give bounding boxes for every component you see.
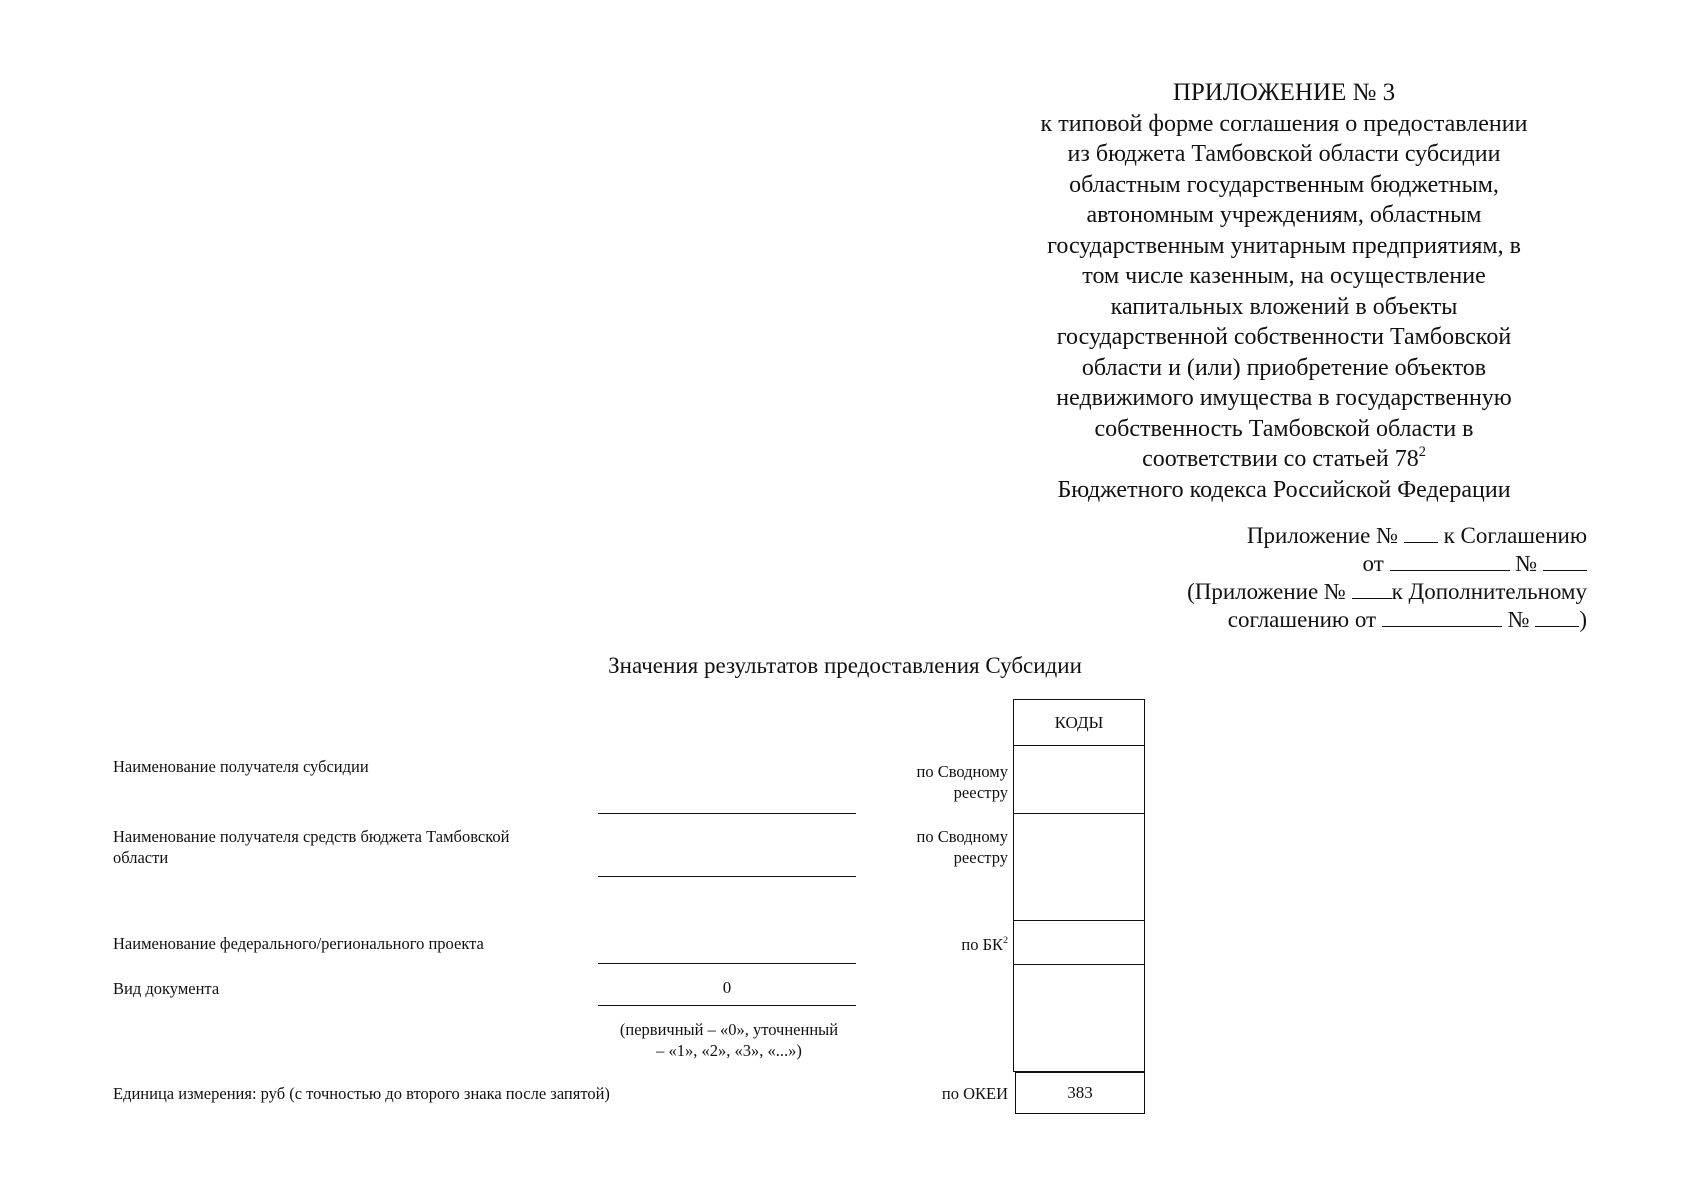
svod-registry-label-2-line-1: по Сводному: [916, 827, 1008, 846]
header-line-11: собственность Тамбовской области в: [1094, 415, 1474, 442]
ref-number-label: №: [1515, 551, 1538, 576]
svod-registry-label-2: [850, 826, 1008, 868]
header-line-4: автономным учреждениям, областным: [1086, 202, 1482, 228]
bk-label: [850, 934, 1008, 955]
appendix-title: ПРИЛОЖЕНИЕ № 3: [1172, 79, 1396, 106]
ref-add-number-blank[interactable]: [1535, 606, 1579, 627]
doc-type-hint-line-2: – «1», «2», «3», «...»): [656, 1041, 802, 1060]
ref-line-1: [1100, 522, 1587, 550]
doc-type-input-line[interactable]: [598, 1005, 856, 1006]
ref-line-4: [1100, 606, 1587, 634]
doc-type-value: 0: [722, 978, 732, 997]
ref-add-number-label: №: [1507, 607, 1530, 632]
header-line-7: капитальных вложений в объекты: [1110, 293, 1458, 320]
ref-close-paren: ): [1579, 607, 1587, 632]
code-cell-svod-2[interactable]: [1014, 814, 1144, 921]
agreement-reference: [1100, 522, 1587, 634]
doc-type-hint-line-1: (первичный – «0», уточненный: [619, 1020, 839, 1039]
project-input-line[interactable]: [598, 963, 856, 964]
appendix-header: [1010, 78, 1558, 505]
svod-registry-label-1: [850, 761, 1008, 803]
article-text: соответствии со статьей 78: [1142, 446, 1419, 472]
doc-type-hint: [598, 1019, 860, 1061]
ref-number-blank[interactable]: [1543, 550, 1587, 571]
ref-add-appendix-blank[interactable]: [1352, 578, 1392, 599]
ref-appendix-number-blank[interactable]: [1404, 522, 1438, 543]
ref-add-date-blank[interactable]: [1382, 606, 1502, 627]
code-cell-bk[interactable]: [1014, 921, 1144, 965]
unit-label: Единица измерения: руб (с точностью до второго знака после запятой): [113, 1084, 610, 1103]
budget-recipient-label: [113, 826, 509, 868]
header-line-13: Бюджетного кодекса Российской Федерации: [1057, 476, 1511, 503]
ref-additional-label: к Дополнительному: [1391, 579, 1587, 604]
header-line-5: государственным унитарным предприятиям, в: [1047, 232, 1521, 259]
doc-type-label: Вид документа: [113, 979, 220, 998]
header-line-9: области и (или) приобретение объектов: [1081, 354, 1487, 381]
codes-table: [1013, 699, 1145, 1072]
ref-line-3: [1100, 578, 1587, 606]
header-line-8: государственной собственности Тамбовской: [1056, 324, 1512, 350]
ref-line-2: [1100, 550, 1587, 578]
header-line-6: том числе казенным, на осуществление: [1082, 263, 1486, 289]
ref-appendix-label: Приложение №: [1246, 523, 1399, 548]
svod-registry-label-1-line-1: по Сводному: [916, 762, 1008, 781]
ref-add-appendix-label: (Приложение №: [1187, 579, 1346, 604]
recipient-input-line[interactable]: [598, 813, 856, 814]
ref-from-label: от: [1362, 551, 1384, 576]
code-cell-svod-1[interactable]: [1014, 746, 1144, 814]
codes-header: КОДЫ: [1014, 700, 1144, 746]
header-line-1: к типовой форме соглашения о предоставлении: [1040, 110, 1528, 137]
code-cell-okei: 383: [1015, 1072, 1145, 1114]
section-title: Значения результатов предоставления Субсидии: [608, 653, 1082, 678]
header-line-2: из бюджета Тамбовской области субсидии: [1067, 141, 1501, 167]
svod-registry-label-2-line-2: реестру: [953, 848, 1008, 867]
svod-registry-label-1-line-2: реестру: [953, 783, 1008, 802]
budget-recipient-label-line-1: Наименование получателя средств бюджета Тамбовской: [113, 827, 510, 846]
budget-recipient-label-line-2: области: [113, 848, 169, 867]
code-cell-blank[interactable]: [1014, 965, 1144, 1072]
header-line-10: недвижимого имущества в государственную: [1056, 385, 1512, 411]
ref-agreement-label: к Соглашению: [1443, 523, 1587, 548]
okei-label: по ОКЕИ: [941, 1084, 1008, 1103]
ref-date-blank[interactable]: [1390, 550, 1510, 571]
header-line-12: [1010, 444, 1558, 475]
article-superscript: 2: [1418, 443, 1426, 460]
recipient-label: Наименование получателя субсидии: [113, 757, 369, 776]
project-label: Наименование федерального/регионального проекта: [113, 934, 484, 953]
bk-superscript: 2: [1003, 935, 1008, 947]
ref-add-agreement-label: соглашению от: [1227, 607, 1377, 632]
header-line-3: областным государственным бюджетным,: [1069, 171, 1499, 198]
budget-recipient-input-line[interactable]: [598, 876, 856, 877]
bk-label-text: по БК: [961, 935, 1004, 954]
